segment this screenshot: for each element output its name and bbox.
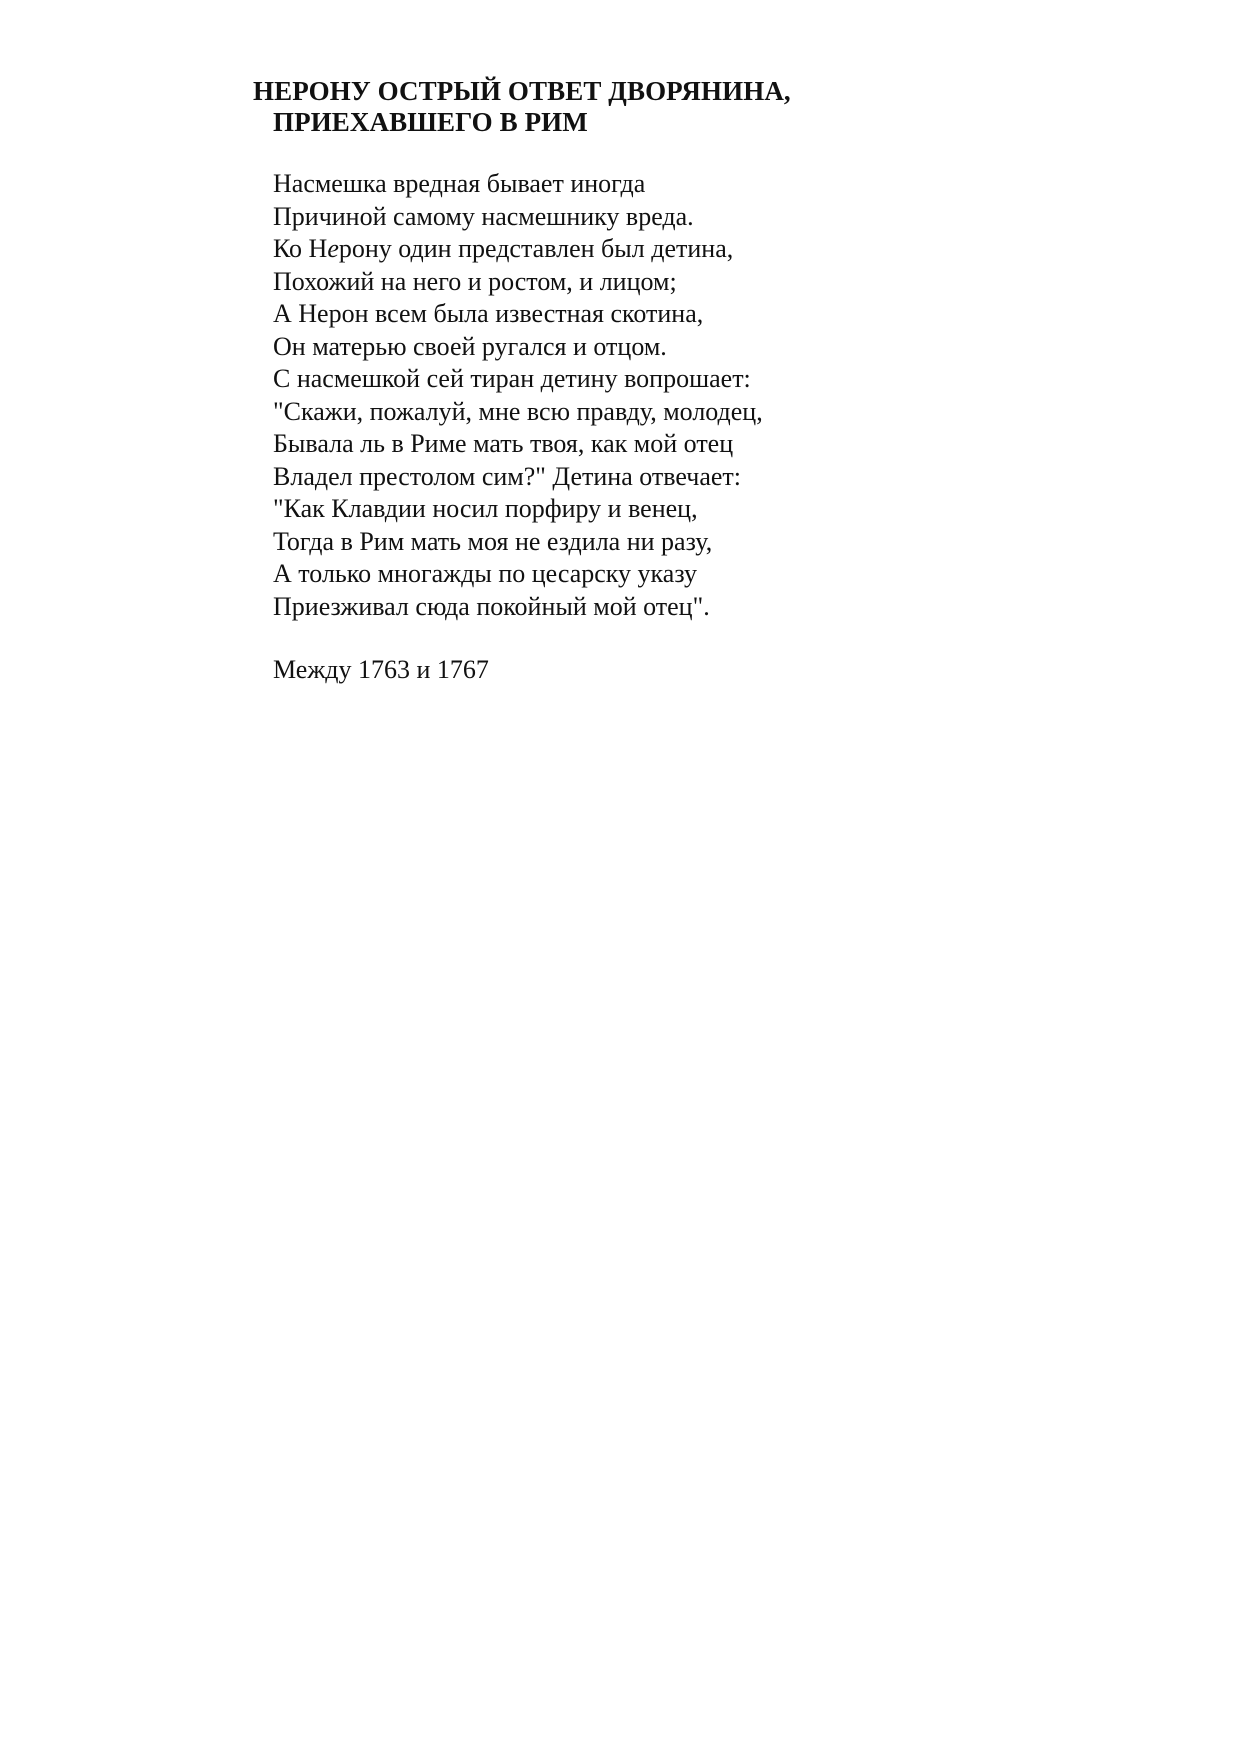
poem-title-line-2: ПРИЕХАВШЕГО В РИМ (273, 107, 588, 137)
verse-line: А Нерон всем была известная скотина, (273, 299, 704, 328)
verse-line: Похожий на него и ростом, и лицом; (273, 266, 677, 296)
verse-line: "Как Клавдии носил порфиру и венец, (273, 494, 698, 523)
poem-title-line-1: НЕРОНУ ОСТРЫЙ ОТВЕТ ДВОРЯНИНА, (253, 76, 791, 106)
poem-title (253, 76, 791, 138)
verse-line-segment: рону один представлен был детина, (338, 234, 734, 263)
verse-line: А только многажды по цесарску указу (273, 559, 698, 588)
verse-line: Он матерью своей ругался и отцом. (273, 331, 667, 361)
verse-line (273, 233, 763, 266)
verse-line-segment: Ко Н (273, 234, 328, 263)
poem-date: Между 1763 и 1767 (273, 655, 489, 684)
stressed-letter: е (327, 234, 339, 263)
verse-line: "Скажи, пожалуй, мне всю правду, молодец, (273, 396, 763, 426)
verse-line: Причиной самому насмешнику вреда. (273, 201, 694, 231)
poem-body (273, 168, 763, 623)
verse-line: Тогда в Рим мать моя не ездила ни разу, (273, 526, 713, 556)
verse-line: Владел престолом сим?" Детина отвечает: (273, 461, 742, 491)
verse-line: С насмешкой сей тиран детину вопрошает: (273, 364, 751, 393)
verse-line: Бывала ль в Риме мать твоя, как мой отец (273, 429, 734, 458)
verse-line: Приезживал сюда покойный мой отец". (273, 591, 710, 621)
verse-line: Насмешка вредная бывает иногда (273, 169, 646, 198)
